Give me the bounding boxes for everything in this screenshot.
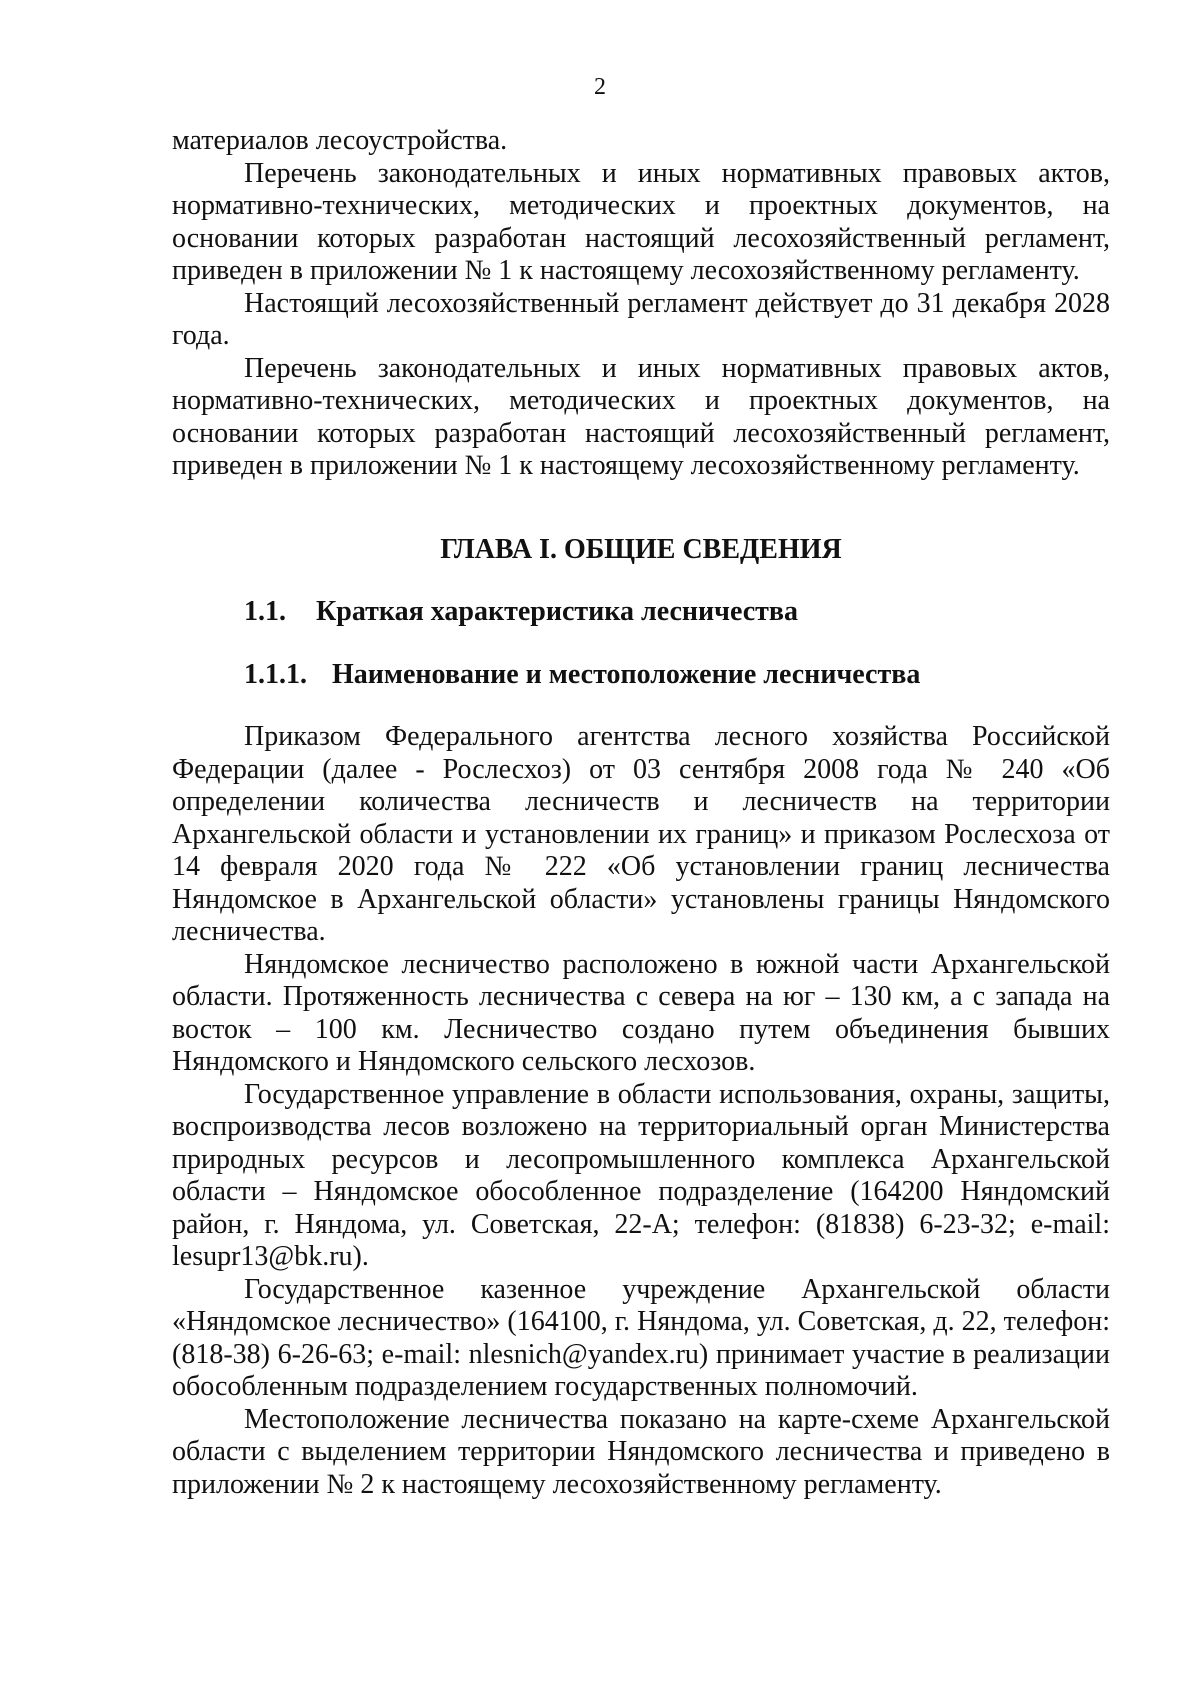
intro-paragraph-regulations-list-repeat: Перечень законодательных и иных нормативных правовых актов, нормативно-технических, методических и проектных документов, на основании которых разработан настоящий лесохозяйственный регламент, приведен в приложении № 1 к настоящему лесохозяйственному регламенту. xyxy=(172,352,1110,481)
document-body xyxy=(172,125,1110,1501)
subsection-number: 1.1.1. xyxy=(244,658,307,690)
intro-paragraph-regulations-list: Перечень законодательных и иных нормативных правовых актов, нормативно-технических, методических и проектных документов, на основании которых разработан настоящий лесохозяйственный регламент, приведен в приложении № 1 к настоящему лесохозяйственному регламенту. xyxy=(172,157,1110,286)
intro-paragraph-validity: Настоящий лесохозяйственный регламент действует до 31 декабря 2028 года. xyxy=(172,287,1110,351)
section-title: Краткая характеристика лесничества xyxy=(316,596,799,627)
section-heading-1-1 xyxy=(244,596,1110,629)
intro-paragraph-continuation: материалов лесоустройства. xyxy=(172,125,508,156)
section-number: 1.1. xyxy=(244,596,286,627)
body-paragraph-management: Государственное управление в области использования, охраны, защиты, воспроизводства лесов возложено на территориальный орган Министерства природных ресурсов и лесопромышленного комплекса Архангельской области – Няндомское обособленное подразделение (164200 Няндомский район, г. Няндома, ул. Советская, 22-А; телефон: (81838) 6-23-32; e-mail: lesupr13@bk.ru). xyxy=(172,1078,1110,1272)
subsection-title: Наименование и местоположение лесничества xyxy=(332,658,921,690)
section-heading-1-1-1 xyxy=(244,659,1110,692)
chapter-title: ГЛАВА I. ОБЩИЕ СВЕДЕНИЯ xyxy=(440,533,842,565)
body-paragraph-institution: Государственное казенное учреждение Архангельской области «Няндомское лесничество» (164100, г. Няндома, ул. Советская, д. 22, телефон: (818-38) 6-26-63; e-mail: nlesnich@yandex.ru) принимает участие в реализации обособленным подразделением государственных полномочий. xyxy=(172,1273,1110,1402)
page-number: 2 xyxy=(594,74,606,100)
body-paragraph-orders: Приказом Федерального агентства лесного хозяйства Российской Федерации (далее - Рослесхоз) от 03 сентября 2008 года № 240 «Об определении количества лесничеств и лесничеств на территории Архангельской области и установлении их границ» и приказом Рослесхоза от 14 февраля 2020 года № 222 «Об установлении границ лесничества Няндомское в Архангельской области» установлены границы Няндомского лесничества. xyxy=(172,721,1110,947)
body-paragraph-map-appendix: Местоположение лесничества показано на карте-схеме Архангельской области с выделением территории Няндомского лесничества и приведено в приложении № 2 к настоящему лесохозяйственному регламенту. xyxy=(172,1403,1110,1500)
body-paragraph-location: Няндомское лесничество расположено в южной части Архангельской области. Протяженность лесничества с севера на юг – 130 км, а с запада на восток – 100 км. Лесничество создано путем объединения бывших Няндомского и Няндомского сельского лесхозов. xyxy=(172,948,1110,1077)
